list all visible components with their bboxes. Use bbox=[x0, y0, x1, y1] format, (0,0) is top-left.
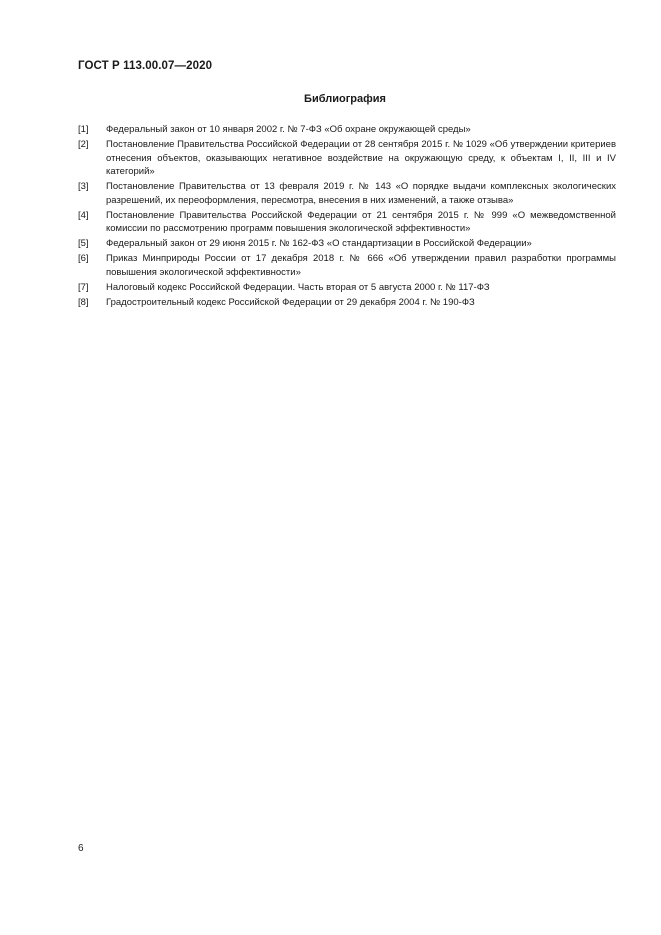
entry-text: Постановление Правительства от 13 февраля 2019 г. № 143 «О порядке выдачи комплексных экологических разрешений, их переоформления, пересмотра, внесения в них изменений, а также отзыва» bbox=[106, 181, 616, 206]
entry-number: [8] bbox=[78, 296, 89, 308]
entry-number: [6] bbox=[78, 253, 89, 264]
entry-text: Постановление Правительства Российской Федерации от 21 сентября 2015 г. № 999 «О межведомственной комиссии по рассмотрению программ повышения экологической эффективности» bbox=[106, 209, 616, 234]
bibliography-entry bbox=[78, 237, 616, 251]
page-number: 6 bbox=[78, 843, 84, 854]
entry-number: [7] bbox=[78, 281, 89, 293]
entry-text: Постановление Правительства Российской Федерации от 28 сентября 2015 г. № 1029 «Об утверждении критериев отнесения объектов, оказывающих негативное воздействие на окружающую среду, к объектам I, II, III и IV категорий» bbox=[106, 139, 616, 177]
entry-text: Налоговый кодекс Российской Федерации. Часть вторая от 5 августа 2000 г. № 117-ФЗ bbox=[106, 281, 490, 293]
bibliography-entry bbox=[78, 281, 616, 295]
bibliography-entry bbox=[78, 252, 616, 279]
entry-number: [4] bbox=[78, 209, 89, 221]
entry-text: Федеральный закон от 29 июня 2015 г. № 162-ФЗ «О стандартизации в Российской Федерации» bbox=[106, 238, 532, 249]
entry-text: Приказ Минприроды России от 17 декабря 2018 г. № 666 «Об утверждении правил разработки программы повышения экологической эффективности» bbox=[106, 253, 616, 278]
entry-text: Федеральный закон от 10 января 2002 г. № 7-ФЗ «Об охране окружающей среды» bbox=[106, 124, 471, 135]
entry-text: Градостроительный кодекс Российской Федерации от 29 декабря 2004 г. № 190-ФЗ bbox=[106, 296, 475, 308]
entry-number: [3] bbox=[78, 181, 89, 192]
bibliography-entry bbox=[78, 209, 616, 236]
bibliography-entry bbox=[78, 138, 616, 179]
standard-code-header: ГОСТ Р 113.00.07—2020 bbox=[78, 60, 213, 72]
entry-number: [1] bbox=[78, 124, 89, 135]
bibliography-entry bbox=[78, 296, 616, 310]
bibliography-title: Библиография bbox=[304, 93, 386, 105]
entry-number: [5] bbox=[78, 238, 89, 249]
bibliography-entry bbox=[78, 123, 616, 137]
entry-number: [2] bbox=[78, 139, 89, 150]
bibliography-entry bbox=[78, 180, 616, 207]
bibliography-list bbox=[78, 123, 616, 311]
